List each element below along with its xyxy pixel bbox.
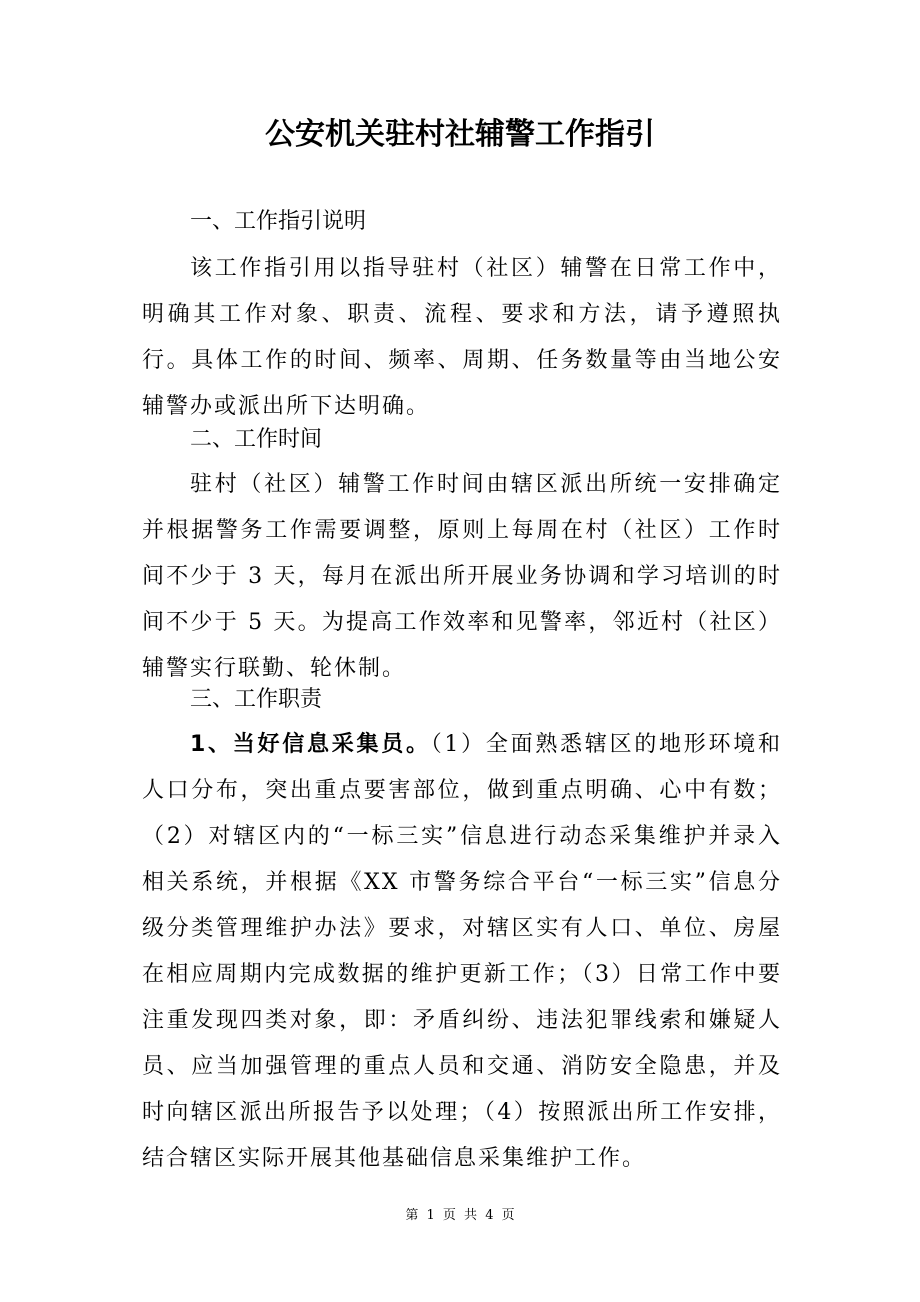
section-paragraph-1: 该工作指引用以指导驻村（社区）辅警在日常工作中，明确其工作对象、职责、流程、要求和方法，请予遵照执行。具体工作的时间、频率、周期、任务数量等由当地公安辅警办或派出所下达明确。 xyxy=(142,256,782,419)
duty-lead: 1、当好信息采集员。 xyxy=(190,732,431,757)
section-heading-1: 一、工作指引说明 xyxy=(190,209,367,234)
section-heading-2: 二、工作时间 xyxy=(190,427,323,452)
section-paragraph-2: 驻村（社区）辅警工作时间由辖区派出所统一安排确定并根据警务工作需要调整，原则上每周在村（社区）工作时间不少于 3 天，每月在派出所开展业务协调和学习培训的时间不少于 5 天。为提高工作效率和见警率，邻近村（社区）辅警实行联勤、轮休制。 xyxy=(142,472,782,681)
section-paragraph-3 xyxy=(142,722,782,1182)
page-number: 第 1 页 共 4 页 xyxy=(405,1208,515,1223)
duty-text: （1）全面熟悉辖区的地形环境和人口分布，突出重点要害部位，做到重点明确、心中有数；（2）对辖区内的“一标三实”信息进行动态采集维护并录入相关系统，并根据《XX 市警务综合平台“一标三实”信息分级分类管理维护办法》要求，对辖区实有人口、单位、房屋在相应周期内完成数据的维护更新工作；（3）日常工作中要注重发现四类对象，即：矛盾纠纷、违法犯罪线索和嫌疑人员、应当加强管理的重点人员和交通、消防安全隐患，并及时向辖区派出所报告予以处理；（4）按照派出所工作安排，结合辖区实际开展其他基础信息采集维护工作。 xyxy=(142,732,783,1171)
page-title: 公安机关驻村社辅警工作指引 xyxy=(265,117,655,152)
section-heading-3: 三、工作职责 xyxy=(190,687,323,712)
